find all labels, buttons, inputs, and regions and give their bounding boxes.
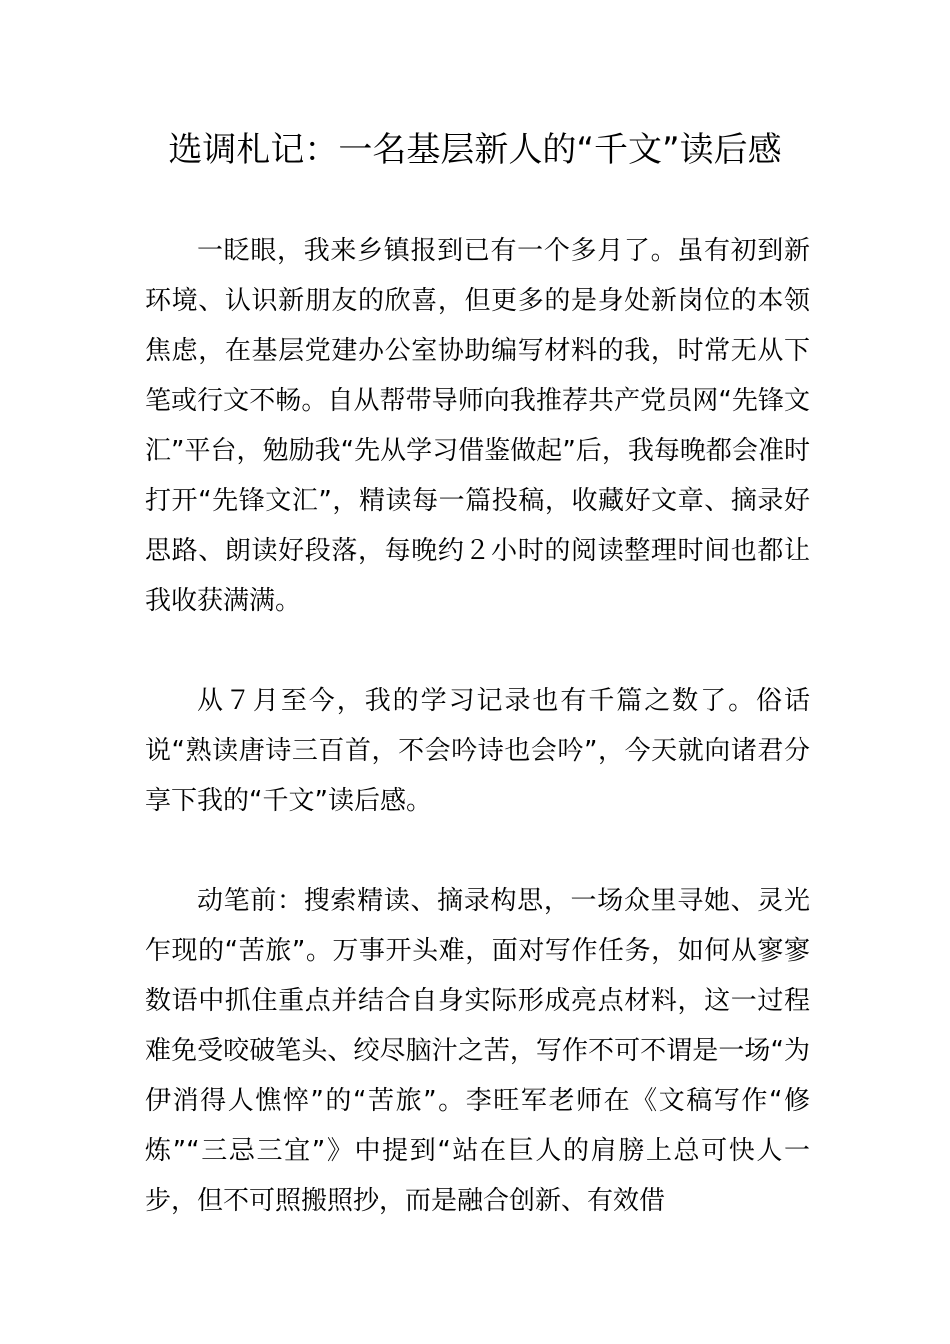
paragraph-spacer	[145, 826, 810, 876]
paragraph-3: 动笔前：搜索精读、摘录构思，一场众里寻她、灵光乍现的“苦旅”。万事开头难，面对写作任务，如何从寥寥数语中抓住重点并结合自身实际形成亮点材料，这一过程难免受咬破笔头、绞尽脑汁之苦，写作不可不谓是一场“为伊消得人憔悴”的“苦旅”。李旺军老师在《文稿写作“修炼”“三忌三宜”》中提到“站在巨人的肩膀上总可快人一步，但不可照搬照抄，而是融合创新、有效借	[145, 886, 810, 1216]
paragraph-spacer	[145, 626, 810, 676]
paragraph-1: 一眨眼，我来乡镇报到已有一个多月了。虽有初到新环境、认识新朋友的欣喜，但更多的是身处新岗位的本领焦虑，在基层党建办公室协助编写材料的我，时常无从下笔或行文不畅。自从帮带导师向我推荐共产党员网“先锋文汇”平台，勉励我“先从学习借鉴做起”后，我每晚都会准时打开“先锋文汇”，精读每一篇投稿，收藏好文章、摘录好思路、朗读好段落，每晚约２小时的阅读整理时间也都让我收获满满。	[145, 236, 810, 616]
document-body	[145, 226, 810, 1226]
document-title: 选调札记：一名基层新人的“千文”读后感	[168, 130, 782, 170]
paragraph-2: 从７月至今，我的学习记录也有千篇之数了。俗话说“熟读唐诗三百首，不会吟诗也会吟”，今天就向诸君分享下我的“千文”读后感。	[145, 686, 810, 816]
